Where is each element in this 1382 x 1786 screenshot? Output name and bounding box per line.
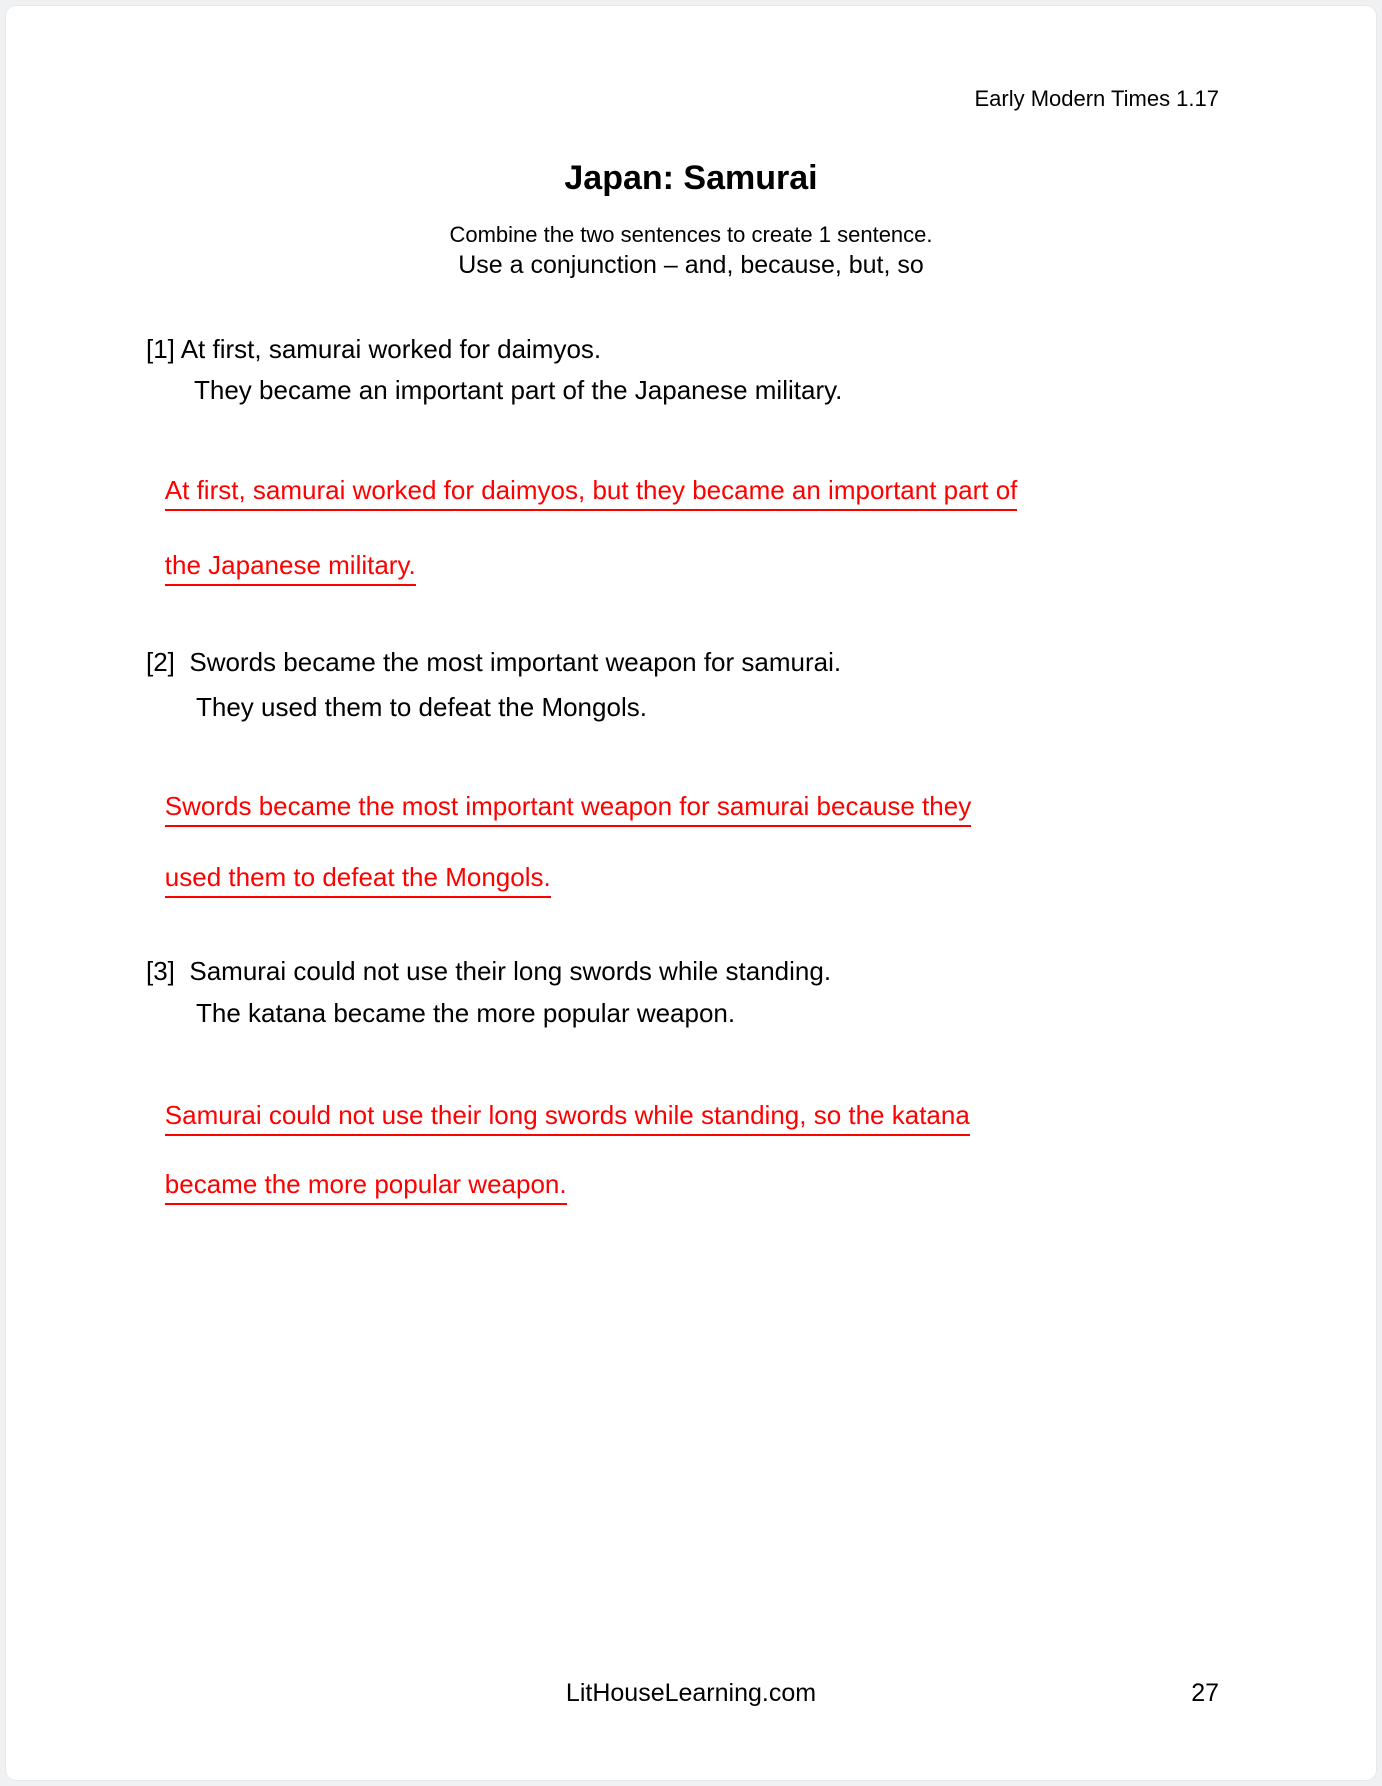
instructions-line-1: Combine the two sentences to create 1 sentence. — [449, 222, 933, 247]
exercise-2-answer-row-1 — [147, 773, 971, 845]
page-title: Japan: Samurai — [564, 159, 818, 197]
exercise-3-answer-line-2: became the more popular weapon. — [165, 1169, 567, 1205]
worksheet-page — [6, 6, 1376, 1780]
exercise-1-answer-row-2 — [147, 532, 416, 604]
exercise-2-prompt-line-1: [2] Swords became the most important weapon for samurai. — [146, 647, 842, 677]
instructions-line-2: Use a conjunction – and, because, but, so — [458, 251, 924, 279]
exercise-2-prompt-line-2: They used them to defeat the Mongols. — [196, 692, 647, 722]
exercise-3-answer-row-1 — [147, 1082, 970, 1154]
footer-page-number: 27 — [1191, 1679, 1219, 1707]
exercise-3-answer-row-2 — [147, 1151, 567, 1223]
exercise-1-answer-line-1: At first, samurai worked for daimyos, but they became an important part of — [165, 475, 1018, 511]
exercise-1-answer-line-2: the Japanese military. — [165, 550, 416, 586]
page-header: Early Modern Times 1.17 — [974, 86, 1219, 111]
footer-site-name: LitHouseLearning.com — [565, 1679, 817, 1707]
exercise-1-prompt-line-1: [1] At first, samurai worked for daimyos. — [146, 334, 602, 364]
exercise-1-answer-row-1 — [147, 457, 1017, 529]
exercise-2-answer-row-2 — [147, 844, 551, 916]
exercise-3-answer-line-1: Samurai could not use their long swords while standing, so the katana — [165, 1100, 970, 1136]
exercise-3-prompt-line-2: The katana became the more popular weapon. — [196, 998, 736, 1028]
exercise-2-answer-line-2: used them to defeat the Mongols. — [165, 862, 551, 898]
exercise-1-prompt-line-2: They became an important part of the Japanese military. — [194, 375, 843, 405]
exercise-2-answer-line-1: Swords became the most important weapon for samurai because they — [165, 791, 971, 827]
exercise-3-prompt-line-1: [3] Samurai could not use their long swords while standing. — [146, 956, 832, 986]
